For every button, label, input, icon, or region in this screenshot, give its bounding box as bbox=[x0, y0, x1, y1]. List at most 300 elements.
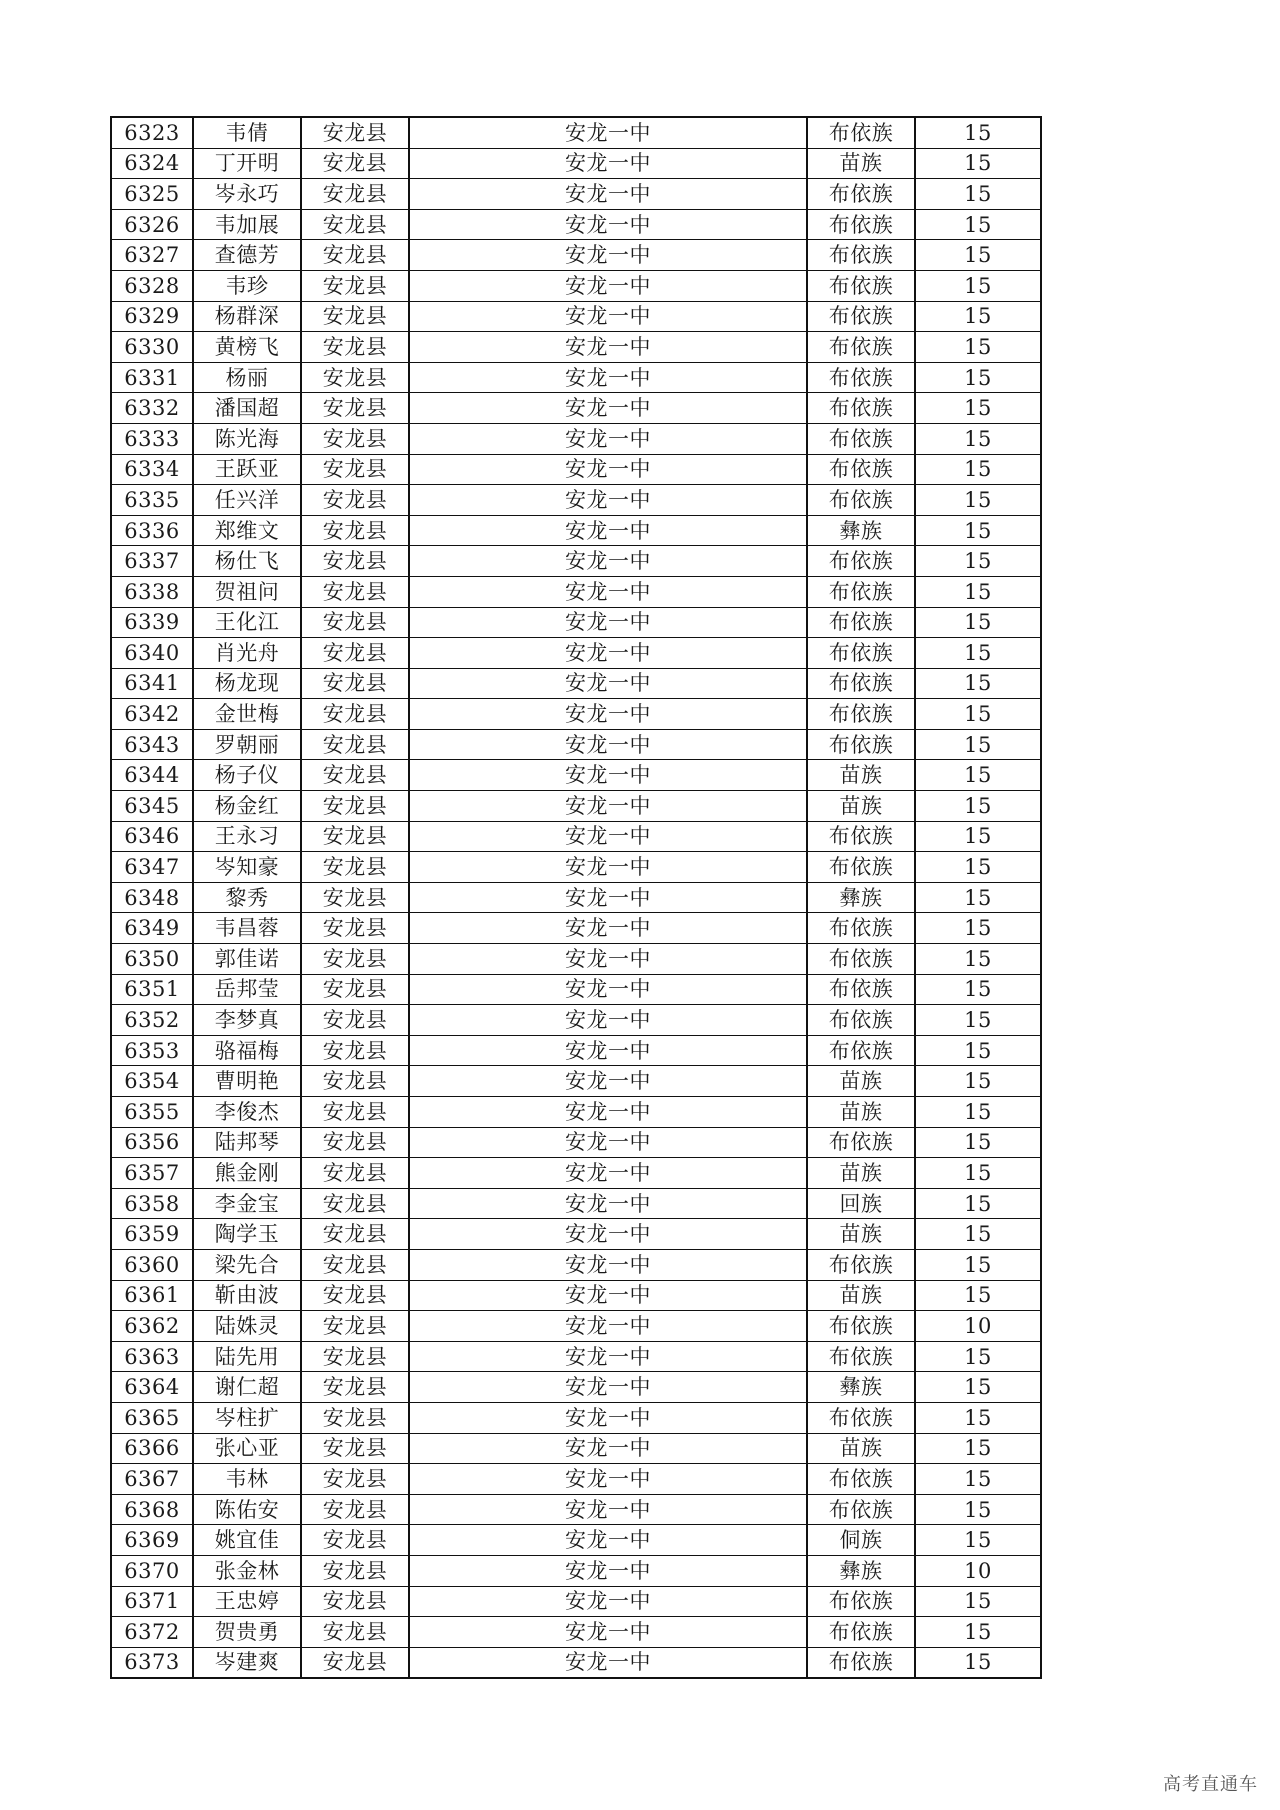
row-number-cell: 6345 bbox=[111, 791, 193, 822]
ethnicity-cell: 布依族 bbox=[807, 270, 915, 301]
student-name-cell: 陆姝灵 bbox=[193, 1311, 301, 1342]
ethnicity-cell: 布依族 bbox=[807, 1249, 915, 1280]
ethnicity-cell: 布依族 bbox=[807, 240, 915, 271]
student-name-cell: 李梦真 bbox=[193, 1005, 301, 1036]
table-row bbox=[111, 1555, 1041, 1586]
ethnicity-cell: 彝族 bbox=[807, 1372, 915, 1403]
row-number-cell: 6365 bbox=[111, 1402, 193, 1433]
county-cell: 安龙县 bbox=[301, 454, 409, 485]
row-number-cell: 6352 bbox=[111, 1005, 193, 1036]
school-cell: 安龙一中 bbox=[409, 148, 807, 179]
school-cell: 安龙一中 bbox=[409, 821, 807, 852]
score-cell: 15 bbox=[915, 1617, 1041, 1648]
ethnicity-cell: 布依族 bbox=[807, 1341, 915, 1372]
student-name-cell: 杨仕飞 bbox=[193, 546, 301, 577]
student-name-cell: 杨子仪 bbox=[193, 760, 301, 791]
county-cell: 安龙县 bbox=[301, 1066, 409, 1097]
table-row bbox=[111, 607, 1041, 638]
school-cell: 安龙一中 bbox=[409, 699, 807, 730]
ethnicity-cell: 苗族 bbox=[807, 1066, 915, 1097]
ethnicity-cell: 布依族 bbox=[807, 546, 915, 577]
watermark-label: 高考直通车 bbox=[1163, 1774, 1258, 1795]
table-row bbox=[111, 974, 1041, 1005]
table-row bbox=[111, 1097, 1041, 1128]
row-number-cell: 6366 bbox=[111, 1433, 193, 1464]
county-cell: 安龙县 bbox=[301, 1127, 409, 1158]
table-row bbox=[111, 117, 1041, 148]
school-cell: 安龙一中 bbox=[409, 1035, 807, 1066]
county-cell: 安龙县 bbox=[301, 1035, 409, 1066]
school-cell: 安龙一中 bbox=[409, 332, 807, 363]
table-row bbox=[111, 546, 1041, 577]
ethnicity-cell: 布依族 bbox=[807, 1311, 915, 1342]
school-cell: 安龙一中 bbox=[409, 1555, 807, 1586]
school-cell: 安龙一中 bbox=[409, 1097, 807, 1128]
county-cell: 安龙县 bbox=[301, 1586, 409, 1617]
table-row bbox=[111, 148, 1041, 179]
score-cell: 15 bbox=[915, 913, 1041, 944]
ethnicity-cell: 苗族 bbox=[807, 791, 915, 822]
student-name-cell: 王永习 bbox=[193, 821, 301, 852]
student-name-cell: 潘国超 bbox=[193, 393, 301, 424]
table-row bbox=[111, 301, 1041, 332]
table-row bbox=[111, 454, 1041, 485]
row-number-cell: 6364 bbox=[111, 1372, 193, 1403]
student-name-cell: 杨丽 bbox=[193, 362, 301, 393]
school-cell: 安龙一中 bbox=[409, 515, 807, 546]
row-number-cell: 6330 bbox=[111, 332, 193, 363]
school-cell: 安龙一中 bbox=[409, 760, 807, 791]
school-cell: 安龙一中 bbox=[409, 485, 807, 516]
table-row bbox=[111, 393, 1041, 424]
student-name-cell: 丁开明 bbox=[193, 148, 301, 179]
county-cell: 安龙县 bbox=[301, 1372, 409, 1403]
row-number-cell: 6344 bbox=[111, 760, 193, 791]
row-number-cell: 6334 bbox=[111, 454, 193, 485]
student-name-cell: 岑永巧 bbox=[193, 179, 301, 210]
county-cell: 安龙县 bbox=[301, 393, 409, 424]
school-cell: 安龙一中 bbox=[409, 974, 807, 1005]
ethnicity-cell: 苗族 bbox=[807, 1219, 915, 1250]
score-cell: 15 bbox=[915, 117, 1041, 148]
score-cell: 15 bbox=[915, 423, 1041, 454]
score-cell: 15 bbox=[915, 1127, 1041, 1158]
student-name-cell: 杨龙现 bbox=[193, 668, 301, 699]
county-cell: 安龙县 bbox=[301, 1433, 409, 1464]
row-number-cell: 6329 bbox=[111, 301, 193, 332]
table-row bbox=[111, 485, 1041, 516]
ethnicity-cell: 布依族 bbox=[807, 1647, 915, 1678]
student-name-cell: 查德芳 bbox=[193, 240, 301, 271]
row-number-cell: 6332 bbox=[111, 393, 193, 424]
county-cell: 安龙县 bbox=[301, 791, 409, 822]
table-row bbox=[111, 1647, 1041, 1678]
row-number-cell: 6355 bbox=[111, 1097, 193, 1128]
school-cell: 安龙一中 bbox=[409, 1617, 807, 1648]
score-cell: 15 bbox=[915, 607, 1041, 638]
ethnicity-cell: 布依族 bbox=[807, 179, 915, 210]
row-number-cell: 6360 bbox=[111, 1249, 193, 1280]
score-cell: 15 bbox=[915, 1433, 1041, 1464]
table-row bbox=[111, 576, 1041, 607]
row-number-cell: 6356 bbox=[111, 1127, 193, 1158]
table-row bbox=[111, 1617, 1041, 1648]
county-cell: 安龙县 bbox=[301, 240, 409, 271]
ethnicity-cell: 苗族 bbox=[807, 1158, 915, 1189]
score-cell: 15 bbox=[915, 1097, 1041, 1128]
ethnicity-cell: 苗族 bbox=[807, 1097, 915, 1128]
row-number-cell: 6342 bbox=[111, 699, 193, 730]
student-name-cell: 骆福梅 bbox=[193, 1035, 301, 1066]
row-number-cell: 6350 bbox=[111, 944, 193, 975]
score-cell: 15 bbox=[915, 1647, 1041, 1678]
row-number-cell: 6324 bbox=[111, 148, 193, 179]
student-name-cell: 陆先用 bbox=[193, 1341, 301, 1372]
student-name-cell: 金世梅 bbox=[193, 699, 301, 730]
school-cell: 安龙一中 bbox=[409, 1494, 807, 1525]
score-cell: 15 bbox=[915, 179, 1041, 210]
row-number-cell: 6343 bbox=[111, 729, 193, 760]
ethnicity-cell: 布依族 bbox=[807, 393, 915, 424]
school-cell: 安龙一中 bbox=[409, 362, 807, 393]
row-number-cell: 6328 bbox=[111, 270, 193, 301]
ethnicity-cell: 布依族 bbox=[807, 1494, 915, 1525]
county-cell: 安龙县 bbox=[301, 699, 409, 730]
score-cell: 15 bbox=[915, 1494, 1041, 1525]
ethnicity-cell: 布依族 bbox=[807, 1035, 915, 1066]
student-name-cell: 韦加展 bbox=[193, 209, 301, 240]
school-cell: 安龙一中 bbox=[409, 638, 807, 669]
county-cell: 安龙县 bbox=[301, 607, 409, 638]
student-name-cell: 肖光舟 bbox=[193, 638, 301, 669]
score-cell: 15 bbox=[915, 1341, 1041, 1372]
county-cell: 安龙县 bbox=[301, 1311, 409, 1342]
table-row bbox=[111, 1005, 1041, 1036]
student-name-cell: 杨金红 bbox=[193, 791, 301, 822]
student-name-cell: 黎秀 bbox=[193, 882, 301, 913]
score-cell: 15 bbox=[915, 454, 1041, 485]
score-cell: 15 bbox=[915, 699, 1041, 730]
ethnicity-cell: 布依族 bbox=[807, 423, 915, 454]
score-cell: 15 bbox=[915, 1586, 1041, 1617]
ethnicity-cell: 布依族 bbox=[807, 944, 915, 975]
ethnicity-cell: 布依族 bbox=[807, 852, 915, 883]
score-cell: 15 bbox=[915, 852, 1041, 883]
score-cell: 15 bbox=[915, 1005, 1041, 1036]
county-cell: 安龙县 bbox=[301, 362, 409, 393]
row-number-cell: 6373 bbox=[111, 1647, 193, 1678]
score-cell: 15 bbox=[915, 362, 1041, 393]
row-number-cell: 6354 bbox=[111, 1066, 193, 1097]
county-cell: 安龙县 bbox=[301, 546, 409, 577]
student-name-cell: 曹明艳 bbox=[193, 1066, 301, 1097]
student-name-cell: 李金宝 bbox=[193, 1188, 301, 1219]
student-name-cell: 韦昌蓉 bbox=[193, 913, 301, 944]
student-name-cell: 王化江 bbox=[193, 607, 301, 638]
table-row bbox=[111, 1249, 1041, 1280]
row-number-cell: 6327 bbox=[111, 240, 193, 271]
row-number-cell: 6353 bbox=[111, 1035, 193, 1066]
county-cell: 安龙县 bbox=[301, 209, 409, 240]
score-cell: 15 bbox=[915, 1372, 1041, 1403]
table-row bbox=[111, 699, 1041, 730]
ethnicity-cell: 布依族 bbox=[807, 1617, 915, 1648]
school-cell: 安龙一中 bbox=[409, 1372, 807, 1403]
score-cell: 15 bbox=[915, 1249, 1041, 1280]
row-number-cell: 6372 bbox=[111, 1617, 193, 1648]
table-row bbox=[111, 332, 1041, 363]
row-number-cell: 6368 bbox=[111, 1494, 193, 1525]
county-cell: 安龙县 bbox=[301, 576, 409, 607]
row-number-cell: 6338 bbox=[111, 576, 193, 607]
school-cell: 安龙一中 bbox=[409, 1158, 807, 1189]
ethnicity-cell: 布依族 bbox=[807, 454, 915, 485]
ethnicity-cell: 苗族 bbox=[807, 148, 915, 179]
student-name-cell: 王忠婷 bbox=[193, 1586, 301, 1617]
school-cell: 安龙一中 bbox=[409, 209, 807, 240]
ethnicity-cell: 布依族 bbox=[807, 607, 915, 638]
student-name-cell: 李俊杰 bbox=[193, 1097, 301, 1128]
school-cell: 安龙一中 bbox=[409, 1066, 807, 1097]
score-cell: 15 bbox=[915, 1525, 1041, 1556]
student-name-cell: 熊金刚 bbox=[193, 1158, 301, 1189]
table-row bbox=[111, 1433, 1041, 1464]
school-cell: 安龙一中 bbox=[409, 1402, 807, 1433]
school-cell: 安龙一中 bbox=[409, 1433, 807, 1464]
ethnicity-cell: 布依族 bbox=[807, 821, 915, 852]
county-cell: 安龙县 bbox=[301, 1494, 409, 1525]
school-cell: 安龙一中 bbox=[409, 1525, 807, 1556]
score-cell: 15 bbox=[915, 760, 1041, 791]
school-cell: 安龙一中 bbox=[409, 1005, 807, 1036]
county-cell: 安龙县 bbox=[301, 270, 409, 301]
county-cell: 安龙县 bbox=[301, 821, 409, 852]
row-number-cell: 6348 bbox=[111, 882, 193, 913]
table-row bbox=[111, 668, 1041, 699]
score-cell: 15 bbox=[915, 546, 1041, 577]
school-cell: 安龙一中 bbox=[409, 301, 807, 332]
student-name-cell: 张金林 bbox=[193, 1555, 301, 1586]
county-cell: 安龙县 bbox=[301, 1555, 409, 1586]
county-cell: 安龙县 bbox=[301, 760, 409, 791]
row-number-cell: 6323 bbox=[111, 117, 193, 148]
table-row bbox=[111, 760, 1041, 791]
table-row bbox=[111, 1586, 1041, 1617]
student-name-cell: 靳由波 bbox=[193, 1280, 301, 1311]
row-number-cell: 6367 bbox=[111, 1464, 193, 1495]
table-row bbox=[111, 1402, 1041, 1433]
school-cell: 安龙一中 bbox=[409, 1311, 807, 1342]
table-row bbox=[111, 944, 1041, 975]
school-cell: 安龙一中 bbox=[409, 1341, 807, 1372]
ethnicity-cell: 苗族 bbox=[807, 1280, 915, 1311]
school-cell: 安龙一中 bbox=[409, 852, 807, 883]
ethnicity-cell: 彝族 bbox=[807, 1555, 915, 1586]
ethnicity-cell: 布依族 bbox=[807, 362, 915, 393]
score-cell: 15 bbox=[915, 944, 1041, 975]
county-cell: 安龙县 bbox=[301, 1464, 409, 1495]
county-cell: 安龙县 bbox=[301, 148, 409, 179]
student-name-cell: 陆邦琴 bbox=[193, 1127, 301, 1158]
county-cell: 安龙县 bbox=[301, 1158, 409, 1189]
county-cell: 安龙县 bbox=[301, 852, 409, 883]
score-cell: 15 bbox=[915, 1464, 1041, 1495]
student-name-cell: 岑建爽 bbox=[193, 1647, 301, 1678]
table-row bbox=[111, 729, 1041, 760]
score-cell: 15 bbox=[915, 821, 1041, 852]
county-cell: 安龙县 bbox=[301, 423, 409, 454]
score-cell: 15 bbox=[915, 576, 1041, 607]
table-row bbox=[111, 1158, 1041, 1189]
school-cell: 安龙一中 bbox=[409, 1249, 807, 1280]
student-name-cell: 韦珍 bbox=[193, 270, 301, 301]
student-name-cell: 岑知豪 bbox=[193, 852, 301, 883]
score-cell: 10 bbox=[915, 1311, 1041, 1342]
school-cell: 安龙一中 bbox=[409, 1219, 807, 1250]
county-cell: 安龙县 bbox=[301, 301, 409, 332]
score-cell: 15 bbox=[915, 668, 1041, 699]
county-cell: 安龙县 bbox=[301, 1341, 409, 1372]
score-cell: 15 bbox=[915, 393, 1041, 424]
score-cell: 15 bbox=[915, 270, 1041, 301]
score-cell: 15 bbox=[915, 515, 1041, 546]
table-row bbox=[111, 423, 1041, 454]
student-name-cell: 王跃亚 bbox=[193, 454, 301, 485]
student-name-cell: 陈佑安 bbox=[193, 1494, 301, 1525]
ethnicity-cell: 布依族 bbox=[807, 332, 915, 363]
county-cell: 安龙县 bbox=[301, 485, 409, 516]
school-cell: 安龙一中 bbox=[409, 1586, 807, 1617]
school-cell: 安龙一中 bbox=[409, 546, 807, 577]
row-number-cell: 6339 bbox=[111, 607, 193, 638]
score-cell: 15 bbox=[915, 1066, 1041, 1097]
county-cell: 安龙县 bbox=[301, 729, 409, 760]
county-cell: 安龙县 bbox=[301, 638, 409, 669]
table-row bbox=[111, 1188, 1041, 1219]
table-row bbox=[111, 1219, 1041, 1250]
student-name-cell: 梁先合 bbox=[193, 1249, 301, 1280]
school-cell: 安龙一中 bbox=[409, 1188, 807, 1219]
student-name-cell: 罗朝丽 bbox=[193, 729, 301, 760]
ethnicity-cell: 布依族 bbox=[807, 301, 915, 332]
table-row bbox=[111, 1035, 1041, 1066]
ethnicity-cell: 布依族 bbox=[807, 1005, 915, 1036]
score-cell: 15 bbox=[915, 1219, 1041, 1250]
student-name-cell: 姚宜佳 bbox=[193, 1525, 301, 1556]
row-number-cell: 6331 bbox=[111, 362, 193, 393]
county-cell: 安龙县 bbox=[301, 1647, 409, 1678]
score-cell: 15 bbox=[915, 332, 1041, 363]
county-cell: 安龙县 bbox=[301, 974, 409, 1005]
school-cell: 安龙一中 bbox=[409, 882, 807, 913]
school-cell: 安龙一中 bbox=[409, 913, 807, 944]
student-name-cell: 贺祖问 bbox=[193, 576, 301, 607]
ethnicity-cell: 布依族 bbox=[807, 699, 915, 730]
table-row bbox=[111, 1464, 1041, 1495]
school-cell: 安龙一中 bbox=[409, 1127, 807, 1158]
table-row bbox=[111, 1066, 1041, 1097]
school-cell: 安龙一中 bbox=[409, 944, 807, 975]
row-number-cell: 6351 bbox=[111, 974, 193, 1005]
row-number-cell: 6337 bbox=[111, 546, 193, 577]
table-row bbox=[111, 362, 1041, 393]
score-cell: 15 bbox=[915, 882, 1041, 913]
county-cell: 安龙县 bbox=[301, 668, 409, 699]
row-number-cell: 6370 bbox=[111, 1555, 193, 1586]
ethnicity-cell: 布依族 bbox=[807, 485, 915, 516]
school-cell: 安龙一中 bbox=[409, 117, 807, 148]
row-number-cell: 6333 bbox=[111, 423, 193, 454]
table-row bbox=[111, 179, 1041, 210]
student-name-cell: 韦林 bbox=[193, 1464, 301, 1495]
school-cell: 安龙一中 bbox=[409, 454, 807, 485]
score-cell: 15 bbox=[915, 1402, 1041, 1433]
score-cell: 15 bbox=[915, 791, 1041, 822]
ethnicity-cell: 布依族 bbox=[807, 729, 915, 760]
table-row bbox=[111, 882, 1041, 913]
score-cell: 15 bbox=[915, 209, 1041, 240]
score-cell: 15 bbox=[915, 148, 1041, 179]
row-number-cell: 6362 bbox=[111, 1311, 193, 1342]
row-number-cell: 6340 bbox=[111, 638, 193, 669]
ethnicity-cell: 布依族 bbox=[807, 209, 915, 240]
ethnicity-cell: 苗族 bbox=[807, 760, 915, 791]
row-number-cell: 6346 bbox=[111, 821, 193, 852]
table-row bbox=[111, 1372, 1041, 1403]
school-cell: 安龙一中 bbox=[409, 576, 807, 607]
table-row bbox=[111, 209, 1041, 240]
row-number-cell: 6357 bbox=[111, 1158, 193, 1189]
county-cell: 安龙县 bbox=[301, 515, 409, 546]
county-cell: 安龙县 bbox=[301, 179, 409, 210]
county-cell: 安龙县 bbox=[301, 1097, 409, 1128]
ethnicity-cell: 布依族 bbox=[807, 1127, 915, 1158]
county-cell: 安龙县 bbox=[301, 117, 409, 148]
row-number-cell: 6326 bbox=[111, 209, 193, 240]
student-name-cell: 郭佳诺 bbox=[193, 944, 301, 975]
table-row bbox=[111, 1280, 1041, 1311]
table-row bbox=[111, 913, 1041, 944]
student-name-cell: 张心亚 bbox=[193, 1433, 301, 1464]
score-cell: 15 bbox=[915, 1158, 1041, 1189]
county-cell: 安龙县 bbox=[301, 1249, 409, 1280]
school-cell: 安龙一中 bbox=[409, 1280, 807, 1311]
row-number-cell: 6363 bbox=[111, 1341, 193, 1372]
county-cell: 安龙县 bbox=[301, 1280, 409, 1311]
score-cell: 15 bbox=[915, 1188, 1041, 1219]
table-row bbox=[111, 270, 1041, 301]
row-number-cell: 6336 bbox=[111, 515, 193, 546]
county-cell: 安龙县 bbox=[301, 1219, 409, 1250]
row-number-cell: 6349 bbox=[111, 913, 193, 944]
school-cell: 安龙一中 bbox=[409, 423, 807, 454]
row-number-cell: 6325 bbox=[111, 179, 193, 210]
school-cell: 安龙一中 bbox=[409, 1647, 807, 1678]
county-cell: 安龙县 bbox=[301, 1525, 409, 1556]
school-cell: 安龙一中 bbox=[409, 791, 807, 822]
school-cell: 安龙一中 bbox=[409, 729, 807, 760]
school-cell: 安龙一中 bbox=[409, 1464, 807, 1495]
ethnicity-cell: 布依族 bbox=[807, 576, 915, 607]
county-cell: 安龙县 bbox=[301, 1188, 409, 1219]
row-number-cell: 6341 bbox=[111, 668, 193, 699]
row-number-cell: 6361 bbox=[111, 1280, 193, 1311]
ethnicity-cell: 布依族 bbox=[807, 117, 915, 148]
school-cell: 安龙一中 bbox=[409, 179, 807, 210]
school-cell: 安龙一中 bbox=[409, 393, 807, 424]
ethnicity-cell: 布依族 bbox=[807, 1402, 915, 1433]
school-cell: 安龙一中 bbox=[409, 270, 807, 301]
